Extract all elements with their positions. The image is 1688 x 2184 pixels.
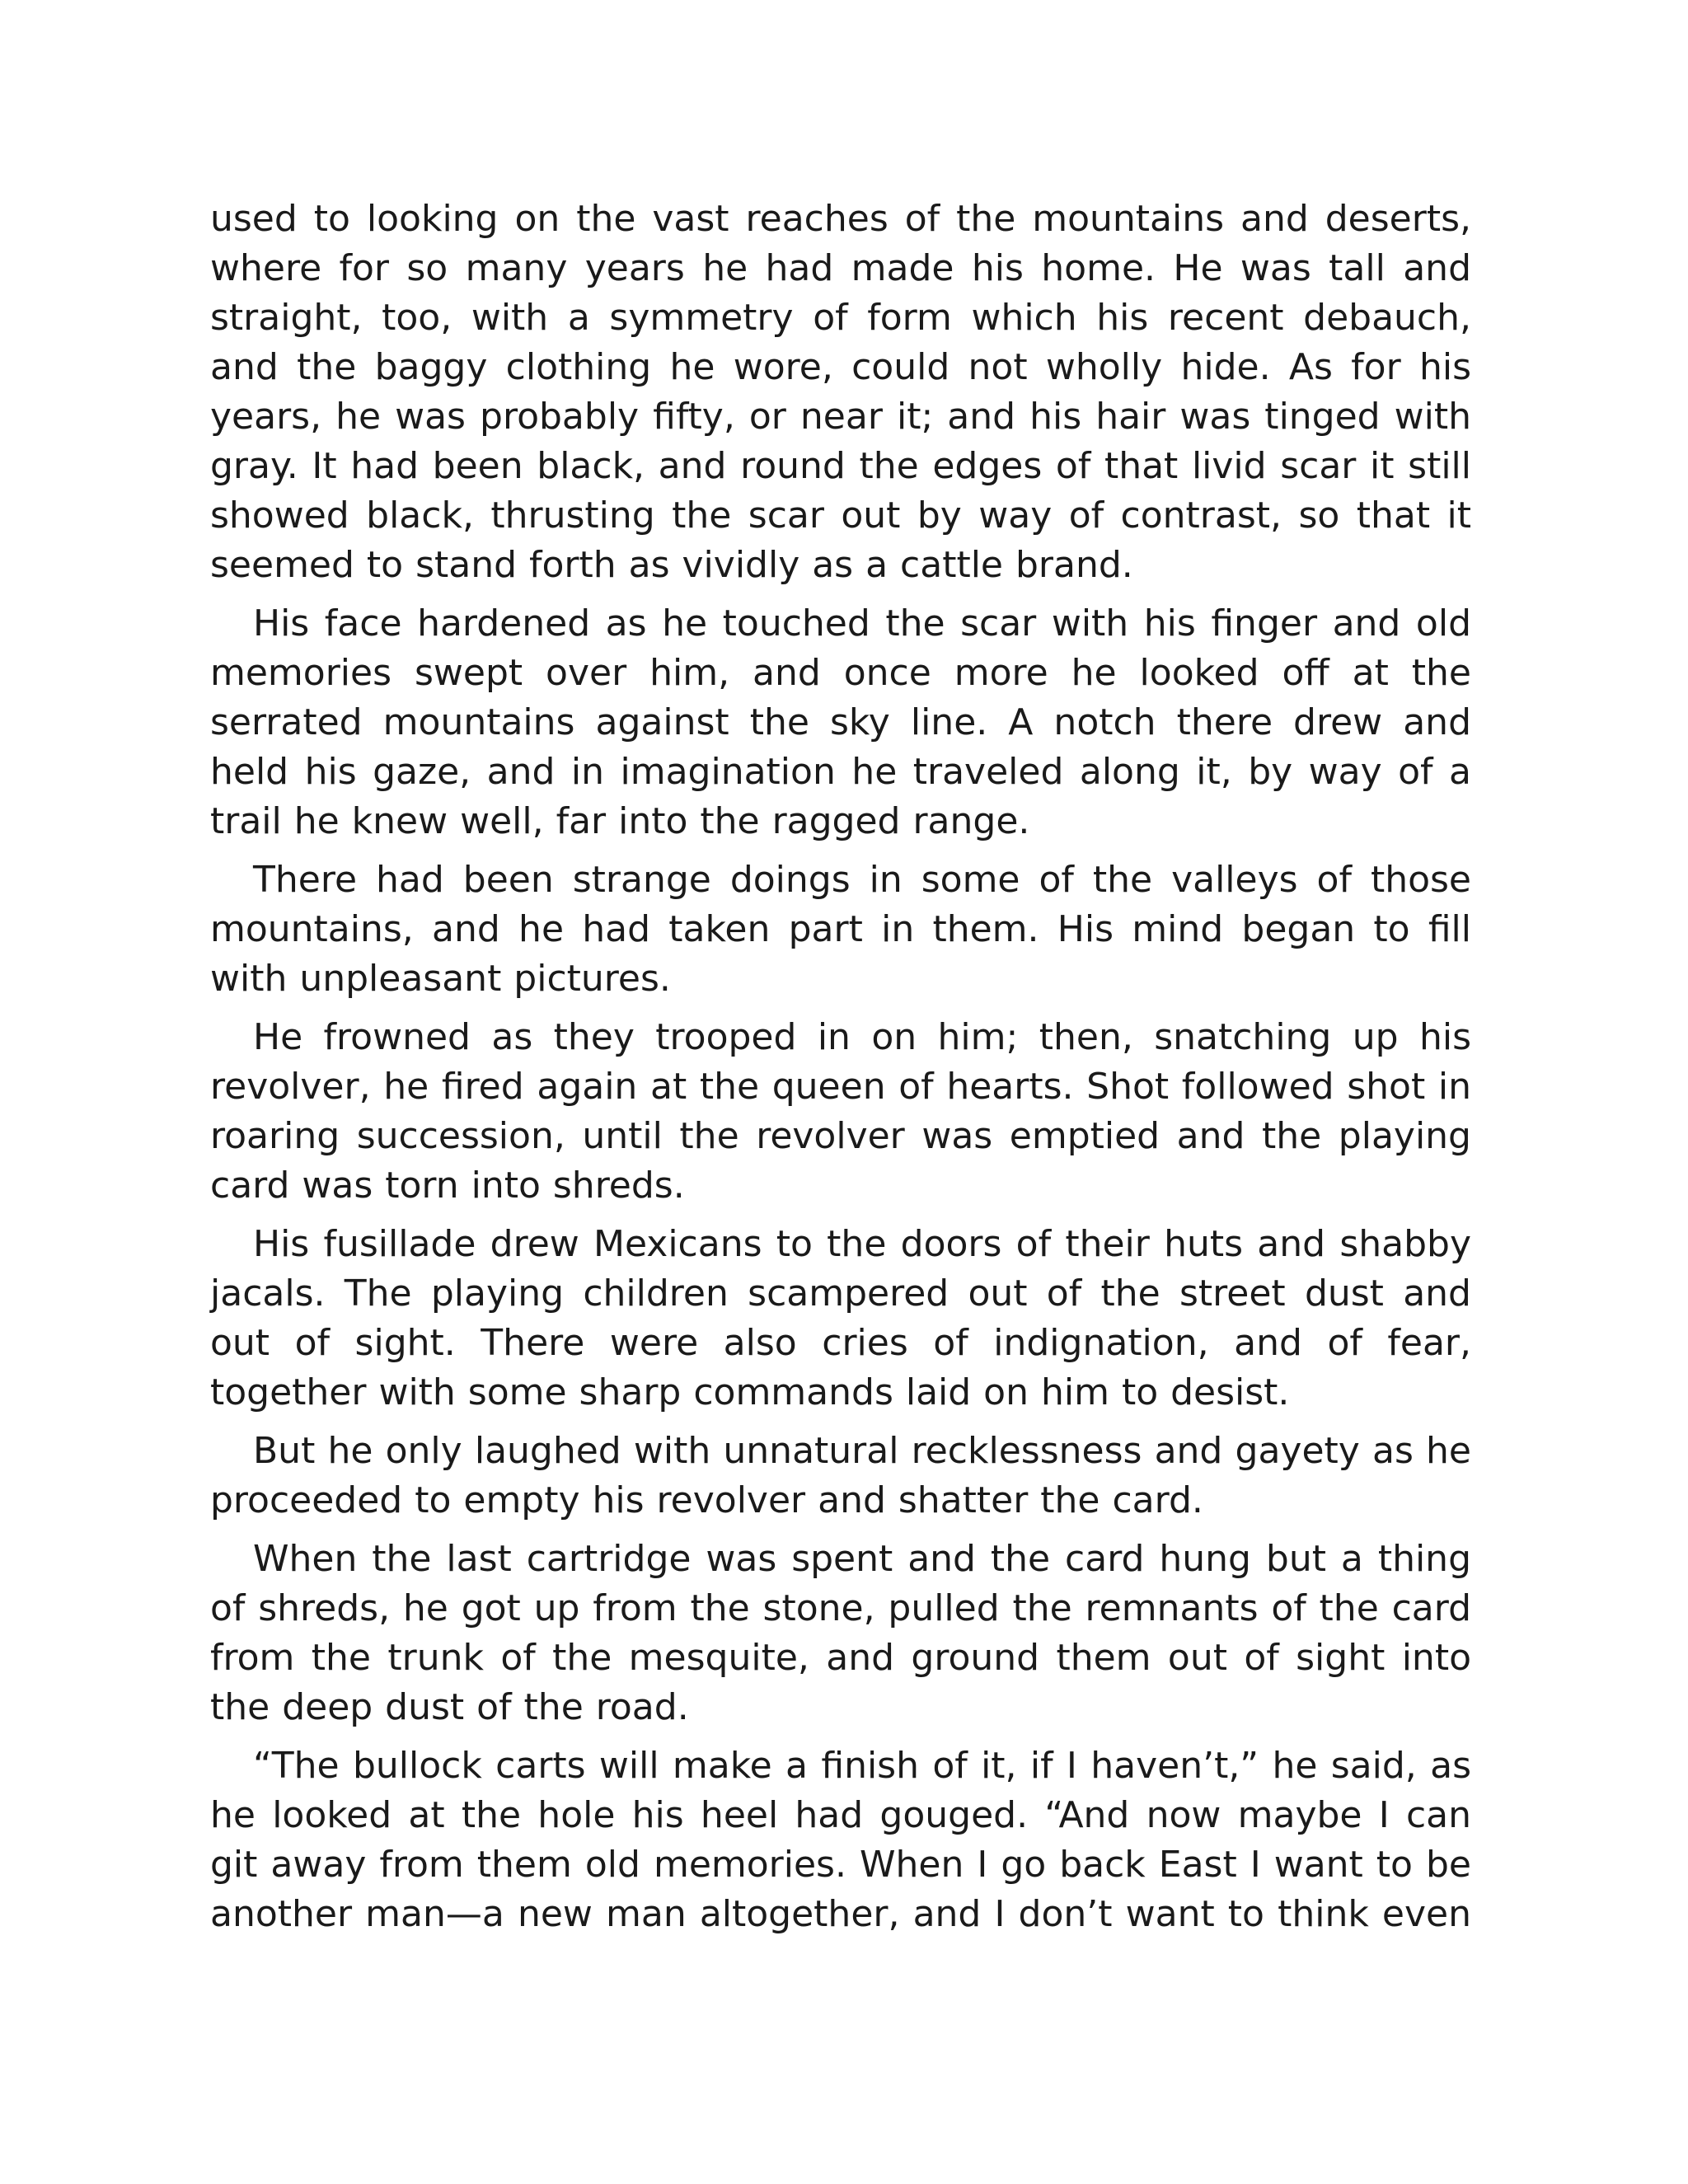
paragraph-1: used to looking on the vast reaches of the mountains and deserts, where for so many years he had made his home. He was tall and straight, too, with a symmetry of form which his recent debauch, and the baggy clothing he wore, could not wholly hide. As for his years, he was probably fifty, or near it; and his hair was tinged with gray. It had been black, and round the edges of that livid scar it still showed black, thrusting the scar out by way of contrast, so that it seemed to stand forth as vividly as a cattle brand. — [210, 198, 1471, 586]
paragraph-5: His fusillade drew Mexicans to the doors of their huts and shabby jacals. The playing children scampered out of the street dust and out of sight. There were also cries of indignation, and of fear, together with some sharp commands laid on him to desist. — [210, 1223, 1471, 1413]
page-body — [210, 194, 1471, 1948]
paragraph-3: There had been strange doings in some of the valleys of those mountains, and he had taken part in them. His mind began to fill with unpleasant pictures. — [210, 859, 1471, 1000]
paragraph-4: He frowned as they trooped in on him; then, snatching up his revolver, he fired again at the queen of hearts. Shot followed shot in roaring succession, until the revolver was emptied and the playing card was torn into shreds. — [210, 1016, 1471, 1207]
paragraph-2: His face hardened as he touched the scar with his finger and old memories swept over him, and once more he looked off at the serrated mountains against the sky line. A notch there drew and held his gaze, and in imagination he traveled along it, by way of a trail he knew well, far into the ragged range. — [210, 602, 1471, 842]
paragraph-6: But he only laughed with unnatural recklessness and gayety as he proceeded to empty his revolver and shatter the card. — [210, 1430, 1471, 1521]
paragraph-8: “The bullock carts will make a finish of it, if I haven’t,” he said, as he looked at the hole his heel had gouged. “And now maybe I can git away from them old memories. When I go back East I want to be another man—a new man altogether, and I don’t want to think even — [210, 1745, 1471, 1935]
paragraph-7: When the last cartridge was spent and the card hung but a thing of shreds, he got up from the stone, pulled the remnants of the card from the trunk of the mesquite, and ground them out of sight into the deep dust of the road. — [210, 1538, 1471, 1728]
